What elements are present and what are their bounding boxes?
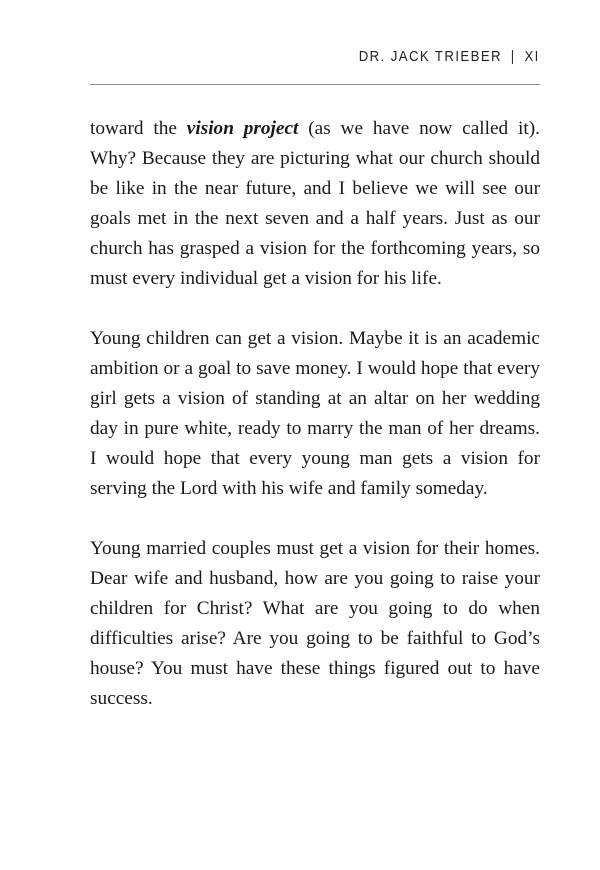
paragraph-1	[90, 114, 540, 294]
author-name: DR. JACK TRIEBER	[358, 48, 503, 65]
page-number: XI	[524, 48, 540, 65]
body-text	[90, 114, 540, 744]
running-header	[359, 48, 540, 65]
paragraph-3: Young married couples must get a vision for their homes. Dear wife and husband, how are you going to raise your children for Christ? What are you going to do when difficulties arise? Are you going to be faithful to God’s house? You must have these things figured out to have success.	[90, 538, 540, 709]
paragraph-1-lead: toward the	[90, 118, 187, 139]
emphasis-vision-project: vision project	[186, 118, 299, 139]
paragraph-2: Young children can get a vision. Maybe it is an academic ambition or a goal to save money. I would hope that every girl gets a vision of standing at an altar on her wedding day in pure white, ready to marry the man of her dreams. I would hope that every young man gets a vision for serving the Lord with his wife and family someday.	[90, 328, 540, 499]
paragraph-1-rest: (as we have now called it). Why? Because they are picturing what our church should be like in the near future, and I believe we will see our goals met in the next seven and a half years. Just as our church has grasped a vision for the forthcoming years, so must every individual get a vision for his life.	[90, 118, 540, 289]
header-separator: |	[511, 48, 516, 65]
header-rule	[90, 84, 540, 85]
